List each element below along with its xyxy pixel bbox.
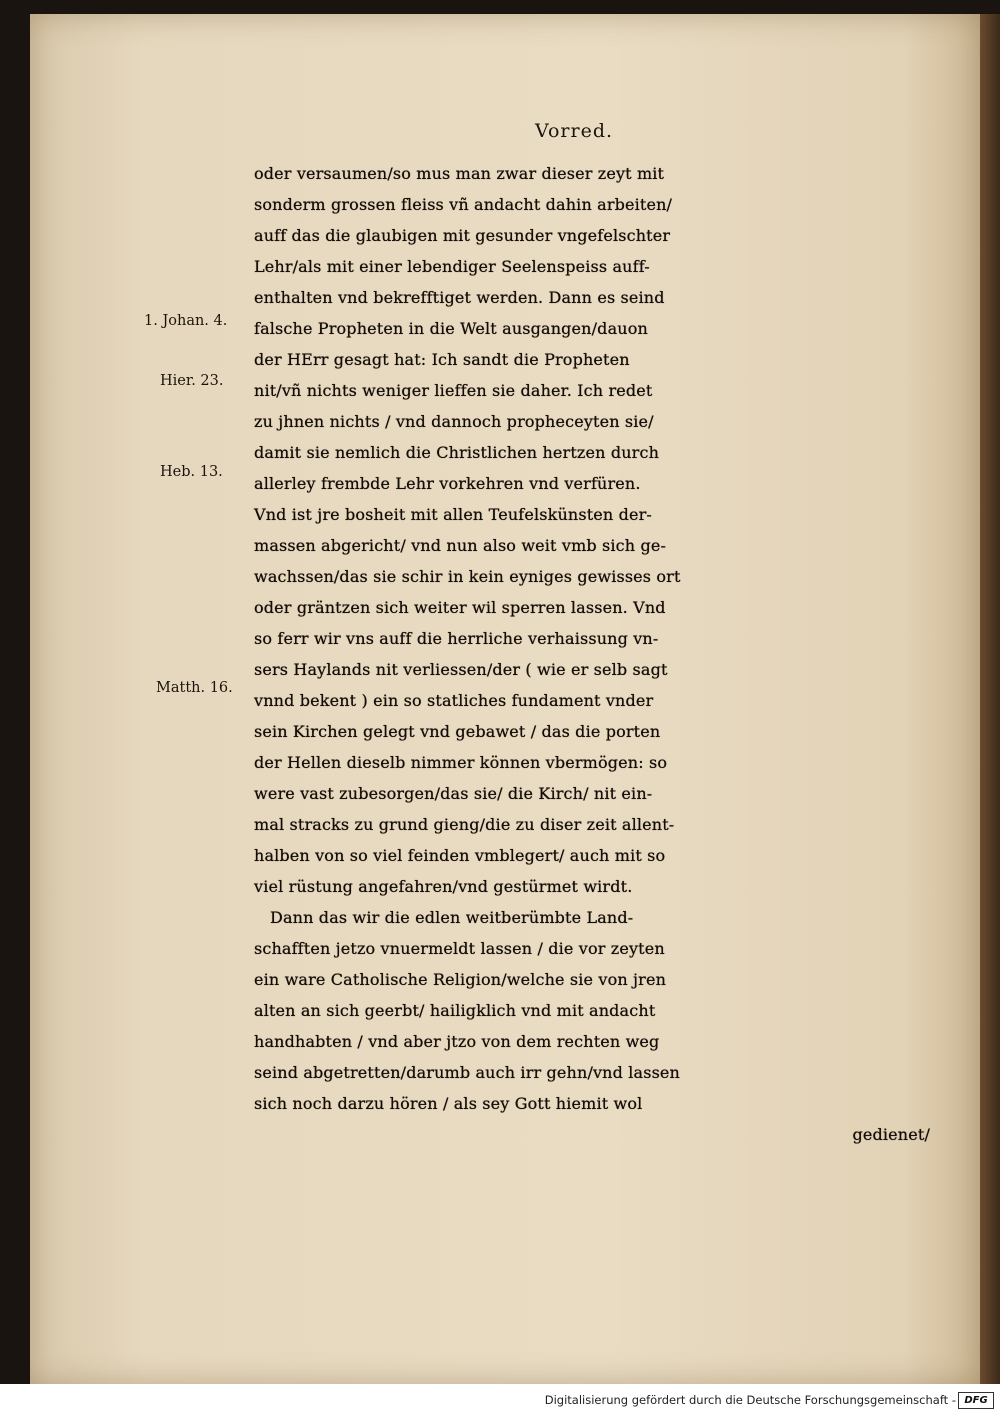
dfg-logo-icon: DFG (958, 1392, 994, 1409)
text-line: auff das die glaubigen mit gesunder vngefelschter (254, 226, 671, 245)
text-line: allerley frembde Lehr vorkehren vnd verfüren. (254, 474, 641, 493)
footer-bar (0, 1384, 1000, 1416)
text-line: sein Kirchen gelegt vnd gebawet / das die porten (254, 722, 661, 741)
margin-note: 1. Johan. 4. (144, 313, 228, 329)
text-line: sonderm grossen fleiss vñ andacht dahin arbeiten/ (254, 195, 673, 214)
text-line: Lehr/als mit einer lebendiger Seelenspeiss auff- (254, 257, 650, 276)
margin-note: Heb. 13. (160, 464, 223, 480)
book-edge (980, 14, 1000, 1384)
text-line: sers Haylands nit verliessen/der ( wie er selb sagt (254, 660, 668, 679)
text-line: damit sie nemlich die Christlichen hertzen durch (254, 443, 660, 462)
margin-note: Matth. 16. (156, 680, 233, 696)
text-line: Vnd ist jre bosheit mit allen Teufelskünsten der- (254, 505, 652, 524)
text-line: schafften jetzo vnuermeldt lassen / die vor zeyten (254, 939, 665, 958)
text-line: handhabten / vnd aber jtzo von dem rechten weg (254, 1032, 660, 1051)
text-line: ein ware Catholische Religion/welche sie von jren (254, 970, 667, 989)
funding-credit: Digitalisierung gefördert durch die Deutsche Forschungsgemeinschaft - (544, 1393, 956, 1407)
text-line: halben von so viel feinden vmblegert/ auch mit so (254, 846, 666, 865)
text-line: seind abgetretten/darumb auch irr gehn/vnd lassen (254, 1063, 681, 1082)
running-head: Vorred. (535, 120, 614, 142)
text-line: wachssen/das sie schir in kein eyniges gewisses ort (254, 567, 681, 586)
margin-note: Hier. 23. (160, 373, 224, 389)
text-line: sich noch darzu hören / als sey Gott hiemit wol (254, 1094, 643, 1113)
text-line: mal stracks zu grund gieng/die zu diser zeit allent- (254, 815, 675, 834)
text-line: der HErr gesagt hat: Ich sandt die Propheten (254, 350, 630, 369)
text-line: oder versaumen/so mus man zwar dieser zeyt mit (254, 164, 665, 183)
text-line: Dann das wir die edlen weitberümbte Land- (270, 908, 634, 927)
text-line: oder gräntzen sich weiter wil sperren lassen. Vnd (254, 598, 666, 617)
text-line: alten an sich geerbt/ hailigklich vnd mit andacht (254, 1001, 656, 1020)
catchword: gedienet/ (852, 1125, 930, 1144)
text-line: nit/vñ nichts weniger lieffen sie daher. Ich redet (254, 381, 653, 400)
text-line: viel rüstung angefahren/vnd gestürmet wirdt. (254, 877, 633, 896)
text-line: massen abgericht/ vnd nun also weit vmb sich ge- (254, 536, 667, 555)
body-text (232, 158, 942, 1150)
text-line: enthalten vnd bekrefftiget werden. Dann es seind (254, 288, 665, 307)
text-line: vnnd bekent ) ein so statliches fundament vnder (254, 691, 654, 710)
text-line: falsche Propheten in die Welt ausgangen/dauon (254, 319, 648, 338)
text-line: so ferr wir vns auff die herrliche verhaissung vn- (254, 629, 659, 648)
text-line: der Hellen dieselb nimmer können vbermögen: so (254, 753, 668, 772)
text-line: zu jhnen nichts / vnd dannoch propheceyten sie/ (254, 412, 654, 431)
text-line: were vast zubesorgen/das sie/ die Kirch/ nit ein- (254, 784, 653, 803)
